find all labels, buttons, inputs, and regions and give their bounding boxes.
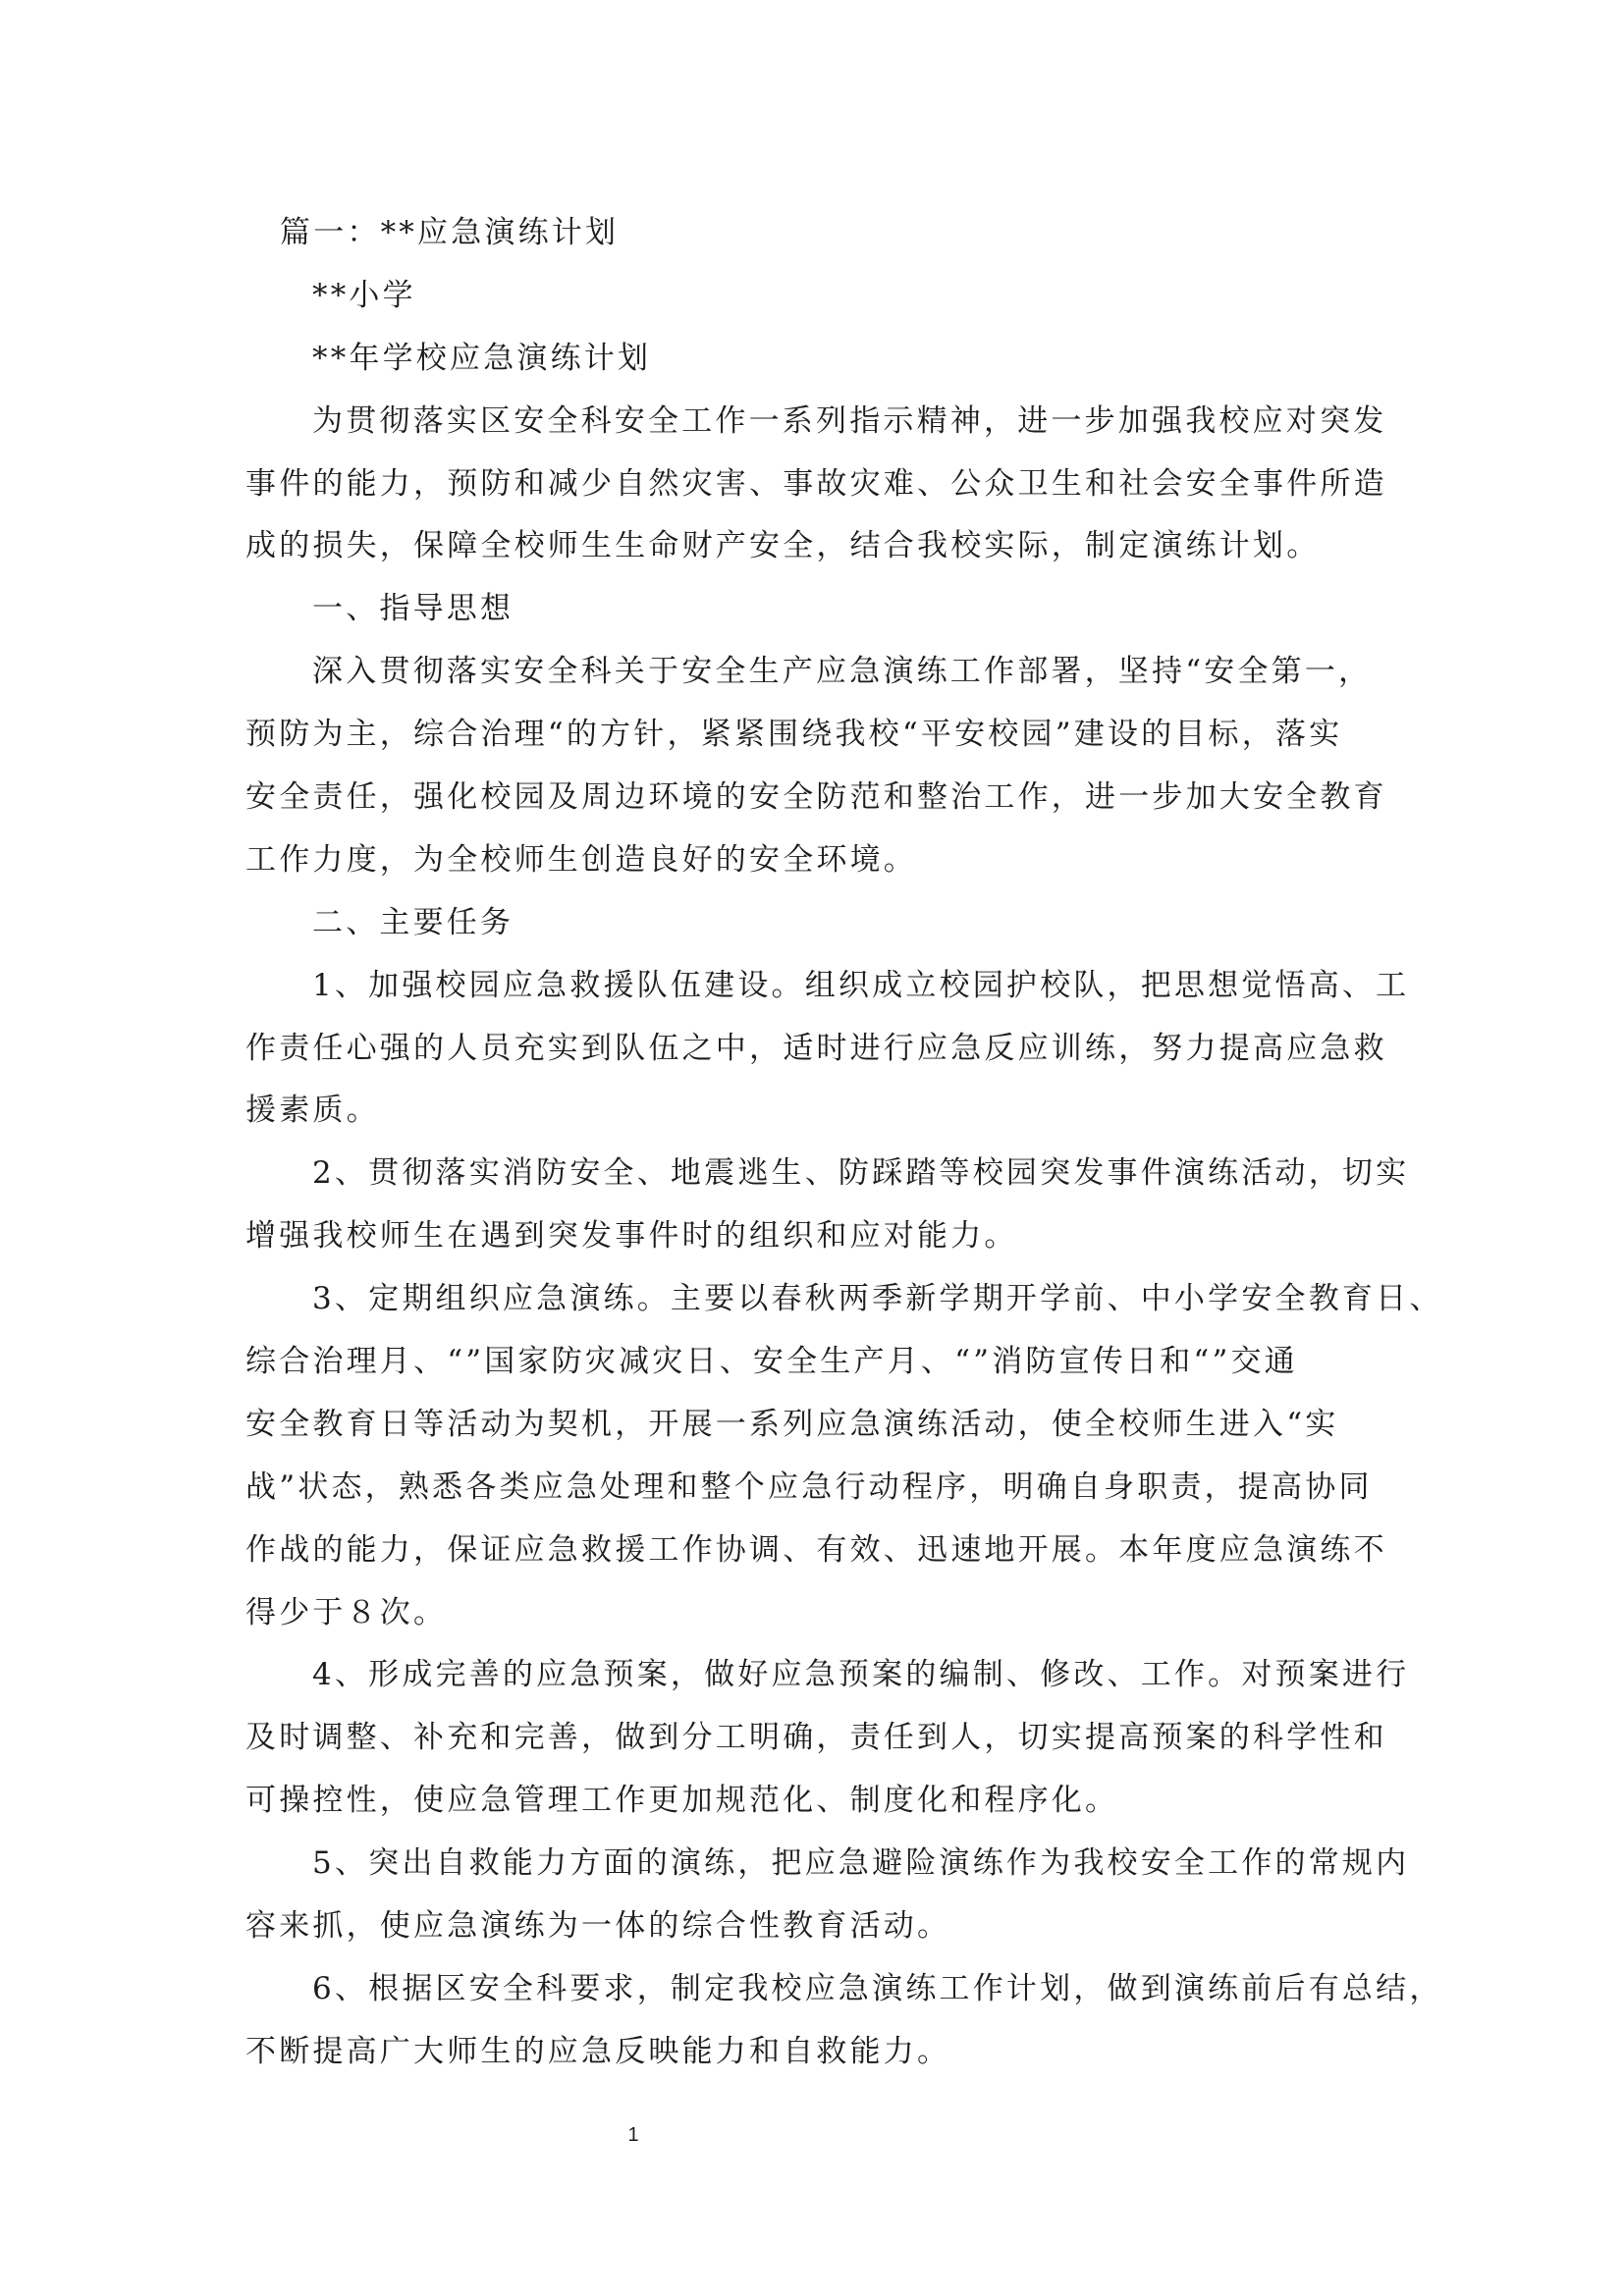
list-item-line: 作责任心强的人员充实到队伍之中，适时进行应急反应训练，努力提高应急救 — [245, 1030, 1387, 1066]
list-item-line: 2、贯彻落实消防安全、地震逃生、防踩踏等校园突发事件演练活动，切实 — [312, 1155, 1410, 1192]
list-item-line: 6、根据区安全科要求，制定我校应急演练工作计划，做到演练前后有总结， — [312, 1970, 1443, 2006]
section-heading: 二、主要任务 — [312, 904, 514, 940]
list-item-line: 5、突出自救能力方面的演练，把应急避险演练作为我校安全工作的常规内 — [312, 1845, 1410, 1882]
plan-subtitle: **年学校应急演练计划 — [312, 340, 652, 376]
list-item-line: 可操控性，使应急管理工作更加规范化、制度化和程序化。 — [245, 1783, 1119, 1819]
paragraph-line: 事件的能力，预防和减少自然灾害、事故灾难、公众卫生和社会安全事件所造 — [245, 465, 1387, 502]
list-item-line: 作战的能力，保证应急救援工作协调、有效、迅速地开展。本年度应急演练不 — [245, 1531, 1387, 1568]
list-item-line: 援素质。 — [245, 1093, 380, 1129]
school-name: **小学 — [312, 277, 416, 313]
list-item-line: 4、形成完善的应急预案，做好应急预案的编制、修改、工作。对预案进行 — [312, 1657, 1410, 1693]
list-item-line: 得少于８次。 — [245, 1594, 448, 1630]
list-item-line: 容来抓，使应急演练为一体的综合性教育活动。 — [245, 1908, 951, 1945]
document-title: 篇一：**应急演练计划 — [280, 215, 620, 250]
document-body — [245, 202, 1443, 2084]
list-item-line: 1、加强校园应急救援队伍建设。组织成立校园护校队，把思想觉悟高、工 — [312, 967, 1410, 1003]
paragraph-line: 成的损失，保障全校师生生命财产安全，结合我校实际，制定演练计划。 — [245, 528, 1321, 564]
list-item-line: 安全教育日等活动为契机，开展一系列应急演练活动，使全校师生进入“实 — [245, 1406, 1339, 1442]
paragraph-line: 深入贯彻落实安全科关于安全生产应急演练工作部署，坚持“安全第一， — [312, 654, 1373, 690]
list-item-line: 3、定期组织应急演练。主要以春秋两季新学期开学前、中小学安全教育日、 — [312, 1281, 1443, 1317]
list-item-line: 不断提高广大师生的应急反映能力和自救能力。 — [245, 2033, 951, 2069]
paragraph-line: 预防为主，综合治理“的方针，紧紧围绕我校“平安校园”建设的目标，落实 — [245, 717, 1343, 753]
list-item-line: 及时调整、补充和完善，做到分工明确，责任到人，切实提高预案的科学性和 — [245, 1720, 1387, 1756]
section-heading: 一、指导思想 — [312, 591, 514, 627]
page-number: 1 — [627, 2124, 639, 2146]
paragraph-line: 安全责任，强化校园及周边环境的安全防范和整治工作，进一步加大安全教育 — [245, 779, 1387, 816]
list-item-line: 战”状态，熟悉各类应急处理和整个应急行动程序，明确自身职责，提高协同 — [245, 1468, 1373, 1505]
paragraph-line: 为贯彻落实区安全科安全工作一系列指示精神，进一步加强我校应对突发 — [312, 402, 1387, 439]
list-item-line: 增强我校师生在遇到突发事件时的组织和应对能力。 — [245, 1218, 1018, 1255]
list-item-line: 综合治理月、“”国家防灾减灾日、安全生产月、“”消防宣传日和“”交通 — [245, 1344, 1298, 1380]
paragraph-line: 工作力度，为全校师生创造良好的安全环境。 — [245, 841, 917, 878]
